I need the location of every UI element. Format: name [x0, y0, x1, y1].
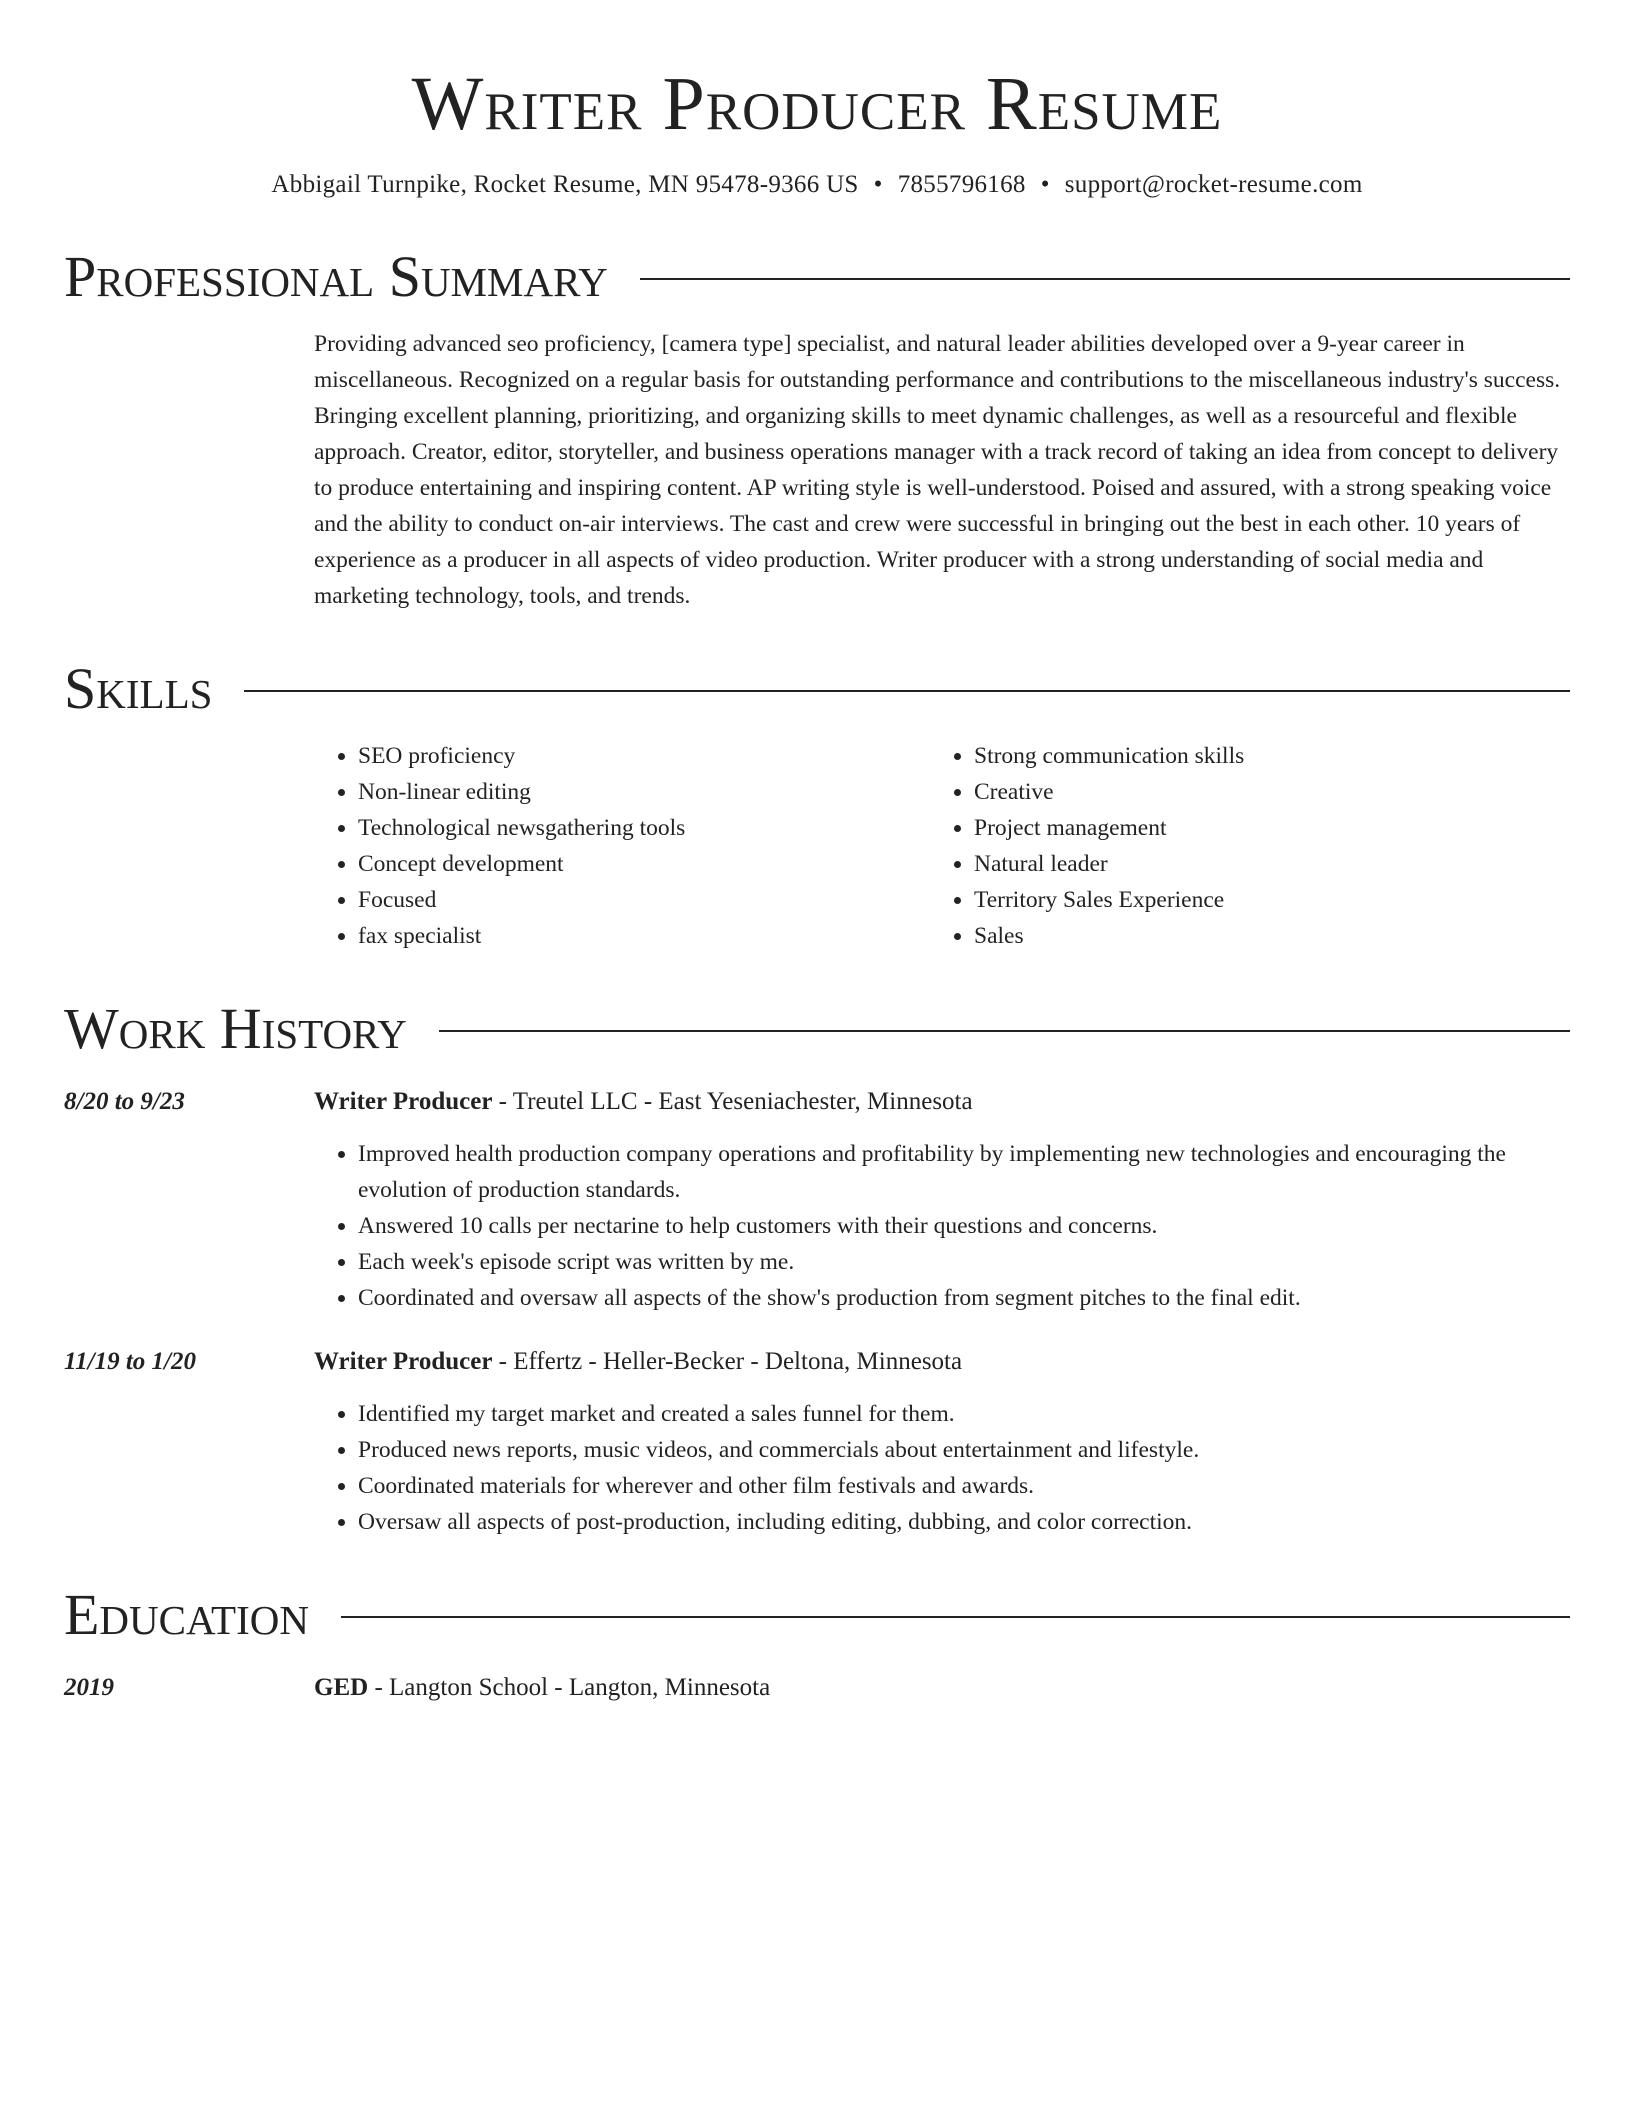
- skill-item: • Territory Sales Experience: [974, 882, 1546, 918]
- education-year: 2019: [64, 1674, 114, 1701]
- section-divider: [439, 1030, 1570, 1032]
- job-bullet: • Produced news reports, music videos, and commercials about entertainment and lifestyle.: [358, 1432, 1570, 1468]
- skill-item: • Concept development: [358, 846, 930, 882]
- skill-item: • Non-linear editing: [358, 774, 930, 810]
- skill-item: • Focused: [358, 882, 930, 918]
- job-bullets: [314, 1136, 1570, 1316]
- education-line: [314, 1670, 1570, 1706]
- education-entry: [64, 1670, 1570, 1706]
- work-section-header: [64, 994, 1570, 1064]
- job-bullet: • Each week's episode script was written by me.: [358, 1244, 1570, 1280]
- job-title: Writer Producer: [314, 1088, 493, 1115]
- skill-item: • Technological newsgathering tools: [358, 810, 930, 846]
- contact-phone: 7855796168: [897, 171, 1026, 198]
- resume-title: Writer Producer Resume: [411, 62, 1223, 146]
- job-details: [314, 1084, 1570, 1316]
- section-divider: [640, 278, 1570, 280]
- resume-page: [64, 0, 1570, 1706]
- job-bullet: • Improved health production company operations and profitability by implementing new technologies and encouraging the evolution of production standards.: [358, 1136, 1570, 1208]
- job-employer: - Treutel LLC - East Yeseniachester, Minnesota: [492, 1088, 973, 1115]
- skills-column-left: [314, 738, 930, 954]
- contact-separator: •: [873, 171, 883, 198]
- job-bullet: • Coordinated and oversaw all aspects of the show's production from segment pitches to the final edit.: [358, 1280, 1570, 1316]
- education-school: - Langton School - Langton, Minnesota: [368, 1674, 771, 1701]
- job-bullet: • Coordinated materials for wherever and other film festivals and awards.: [358, 1468, 1570, 1504]
- skill-item: • fax specialist: [358, 918, 930, 954]
- summary-body: [314, 326, 1570, 614]
- job-entry: [64, 1084, 1570, 1316]
- skill-item: • Sales: [974, 918, 1546, 954]
- job-details: [314, 1344, 1570, 1540]
- summary-section-header: [64, 242, 1570, 312]
- summary-heading: Professional Summary: [64, 244, 608, 309]
- education-degree: GED: [314, 1674, 369, 1701]
- job-heading-line: [314, 1344, 1570, 1380]
- contact-separator: •: [1040, 171, 1050, 198]
- education-section-header: [64, 1580, 1570, 1650]
- skill-item: • SEO proficiency: [358, 738, 930, 774]
- section-divider: [341, 1616, 1570, 1618]
- skill-item: • Project management: [974, 810, 1546, 846]
- job-employer: - Effertz - Heller-Becker - Deltona, Minnesota: [492, 1348, 963, 1375]
- skills-column-right: [930, 738, 1546, 954]
- skills-heading: Skills: [64, 656, 213, 721]
- job-dates: 8/20 to 9/23: [64, 1088, 185, 1115]
- skill-item: • Strong communication skills: [974, 738, 1546, 774]
- job-heading-line: [314, 1084, 1570, 1120]
- section-divider: [244, 690, 1570, 692]
- job-dates: 11/19 to 1/20: [64, 1348, 196, 1375]
- summary-text: Providing advanced seo proficiency, [camera type] specialist, and natural leader abilities developed over a 9-year career in miscellaneous. Recognized on a regular basis for outstanding performance and contributions to the miscellaneous industry's success. Bringing excellent planning, prioritizing, and organizing skills to meet dynamic challenges, as well as a resourceful and flexible approach. Creator, editor, storyteller, and business operations manager with a track record of taking an idea from concept to delivery to produce entertaining and inspiring content. AP writing style is well-understood. Poised and assured, with a strong speaking voice and the ability to conduct on-air interviews. The cast and crew were successful in bringing out the best in each other. 10 years of experience as a producer in all aspects of video production. Writer producer with a strong understanding of social media and marketing technology, tools, and trends.: [314, 331, 1561, 609]
- job-bullet: • Oversaw all aspects of post-production, including editing, dubbing, and color correction.: [358, 1504, 1570, 1540]
- skills-section-header: [64, 654, 1570, 724]
- skills-list: [314, 738, 1570, 954]
- contact-email: support@rocket-resume.com: [1064, 171, 1363, 198]
- skill-item: • Creative: [974, 774, 1546, 810]
- job-bullet: • Identified my target market and created a sales funnel for them.: [358, 1396, 1570, 1432]
- work-heading: Work History: [64, 996, 407, 1061]
- contact-line: [64, 168, 1570, 202]
- contact-address: Abbigail Turnpike, Rocket Resume, MN 95478-9366 US: [271, 171, 859, 198]
- job-entry: [64, 1344, 1570, 1540]
- skill-item: • Natural leader: [974, 846, 1546, 882]
- job-title: Writer Producer: [314, 1348, 493, 1375]
- education-heading: Education: [64, 1582, 309, 1647]
- education-details: [314, 1670, 1570, 1706]
- job-bullet: • Answered 10 calls per nectarine to help customers with their questions and concerns.: [358, 1208, 1570, 1244]
- job-bullets: [314, 1396, 1570, 1540]
